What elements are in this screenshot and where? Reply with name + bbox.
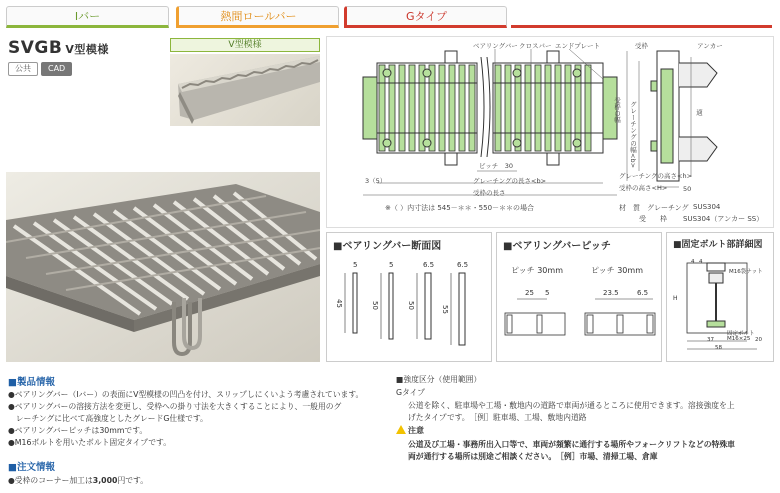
material-frame-label: 受 枠 — [639, 215, 667, 223]
bar-closeup-image — [170, 54, 320, 126]
label-grating-length: グレーチングの長さ<b> — [473, 177, 547, 185]
badge-group — [8, 62, 72, 76]
height-55: 55 — [441, 305, 449, 314]
material-frame: SUS304（アンカー SS） — [683, 215, 764, 223]
caution-line-2: 両が通行する場所は別途ご相談ください。 ［例］市場、清掃工場、倉庫 — [408, 452, 658, 461]
badge-cad[interactable]: CAD — [41, 62, 72, 76]
label-dim-50: 50 — [683, 185, 692, 193]
panel-bolt-detail — [666, 232, 774, 362]
warning-icon — [396, 425, 406, 434]
strength-heading: ■強度区分（使用範囲） — [396, 375, 482, 384]
width-5-b: 5 — [389, 261, 394, 269]
tab-hot-roll-bar[interactable]: 熱間ロールバー — [176, 6, 339, 28]
bolt-label: 固定ボルト — [727, 331, 755, 337]
pitch-title: ■ベアリングバーピッチ — [503, 241, 611, 252]
bolt-dim-4b: 4 — [699, 259, 703, 265]
label-receiver: 受枠 — [635, 42, 648, 50]
product-info-line-4: ●ベアリングバーピッチは30mmです。 — [8, 426, 148, 435]
order-price: 3,000 — [92, 476, 118, 485]
section-view-title: ■ベアリングバー断面図 — [333, 241, 442, 252]
label-cross-bar: クロスバー — [519, 42, 552, 50]
v-pattern-label: V型模様 — [170, 38, 320, 52]
panel-bearing-bar-pitch — [496, 232, 662, 362]
label-pitch: ピッチ 30 — [479, 162, 514, 170]
tab-i-bar[interactable]: Iバー — [6, 6, 169, 28]
caution-heading — [396, 425, 424, 436]
strength-type: Gタイプ — [396, 388, 426, 397]
bolt-dim-58: 58 — [715, 345, 722, 351]
height-45: 45 — [335, 299, 343, 308]
product-info-line-3: レーチングに比べて高強度としたグレードG仕様です。 — [8, 414, 208, 423]
material-grating-label: 材 質 グレーチング — [619, 204, 689, 212]
height-50-a: 50 — [371, 301, 379, 310]
label-receiver-height: 受枠の高さ<H> — [619, 184, 668, 192]
order-prefix: ●受枠のコーナー加工は — [8, 476, 93, 485]
label-grating-height: グレーチングの高さ<h> — [619, 172, 693, 180]
bolt-dim-4a: 4 — [691, 259, 695, 265]
badge-public: 公共 — [8, 62, 38, 76]
label-grating-width: グレーチングの幅<b> — [629, 101, 637, 169]
pitch-dim-5: 5 — [545, 289, 550, 297]
label-end-plate: エンドプレート — [555, 42, 601, 50]
bolt-dim-37: 37 — [707, 337, 714, 343]
panel-bearing-bar-section — [326, 232, 492, 362]
technical-drawing — [326, 36, 774, 228]
tab-underline — [511, 6, 772, 28]
product-info-line-1: ●ベアリングバー（Iバー）の表面にV型模様の凹凸を付け、スリップしにくいよう考慮されています。 — [8, 390, 364, 399]
caution-title: 注意 — [408, 426, 424, 435]
label-span: 適 — [695, 109, 703, 116]
pitch-dim-6-5: 6.5 — [637, 289, 649, 297]
bolt-dim-20: 20 — [755, 337, 762, 343]
order-info-line — [8, 475, 148, 486]
strength-line-2: げたタイプです。 ［例］駐車場、工場、敷地内道路 — [408, 413, 587, 422]
bolt-detail-title: ■固定ボルト部詳細図 — [673, 240, 763, 250]
width-6-5-b: 6.5 — [457, 261, 469, 269]
drawing-note: ※（ ）内寸法は 545－＊＊・550－＊＊の場合 — [385, 204, 535, 212]
label-bearing-bar: ベアリングバー — [473, 42, 518, 50]
material-grating: SUS304 — [693, 203, 721, 211]
product-info-line-2: ●ベアリングバーの溶接方法を変更し、受枠への掛り寸法を大きくすることにより、一般用のグ — [8, 402, 342, 411]
order-suffix: 円です。 — [117, 476, 149, 485]
product-subtitle: V型模様 — [65, 43, 109, 56]
bolt-size: M16×25 — [727, 336, 751, 342]
pitch-left-label: ピッチ 30mm — [511, 266, 563, 275]
label-anchor: アンカー — [697, 42, 723, 50]
label-receiver-width: 受枠の幅 — [613, 97, 621, 123]
tab-g-type[interactable]: Gタイプ — [344, 6, 507, 28]
product-name: SVGB — [8, 38, 63, 58]
grating-product-image — [6, 172, 320, 362]
bolt-dim-h: H — [673, 295, 678, 302]
order-info-heading: ■注文情報 — [8, 462, 55, 473]
bolt-nut-label: M16袋ナット — [729, 269, 763, 275]
category-tabs — [6, 6, 772, 28]
pitch-dim-25: 25 — [525, 289, 534, 297]
label-dim-3-5: 3（5） — [365, 177, 387, 185]
width-5-a: 5 — [353, 261, 358, 269]
product-title — [8, 38, 109, 58]
strength-line-1: 公道を除く、駐車場や工場・敷地内の道路で車両が通るところに使用できます。溶接強度を上 — [408, 401, 735, 410]
caution-line-1: 公道及び工場・事務所出入口等で、車両が頻繁に通行する場所やフォークリフトなどの特殊車 — [408, 440, 735, 449]
pitch-right-label: ピッチ 30mm — [591, 266, 643, 275]
product-info-line-5: ●M16ボルトを用いたボルト固定タイプです。 — [8, 438, 172, 447]
product-info-heading: ■製品情報 — [8, 377, 55, 388]
width-6-5-a: 6.5 — [423, 261, 435, 269]
pitch-dim-23-5: 23.5 — [603, 289, 619, 297]
label-receiver-length: 受枠の長さ — [473, 189, 506, 197]
height-50-b: 50 — [407, 301, 415, 310]
